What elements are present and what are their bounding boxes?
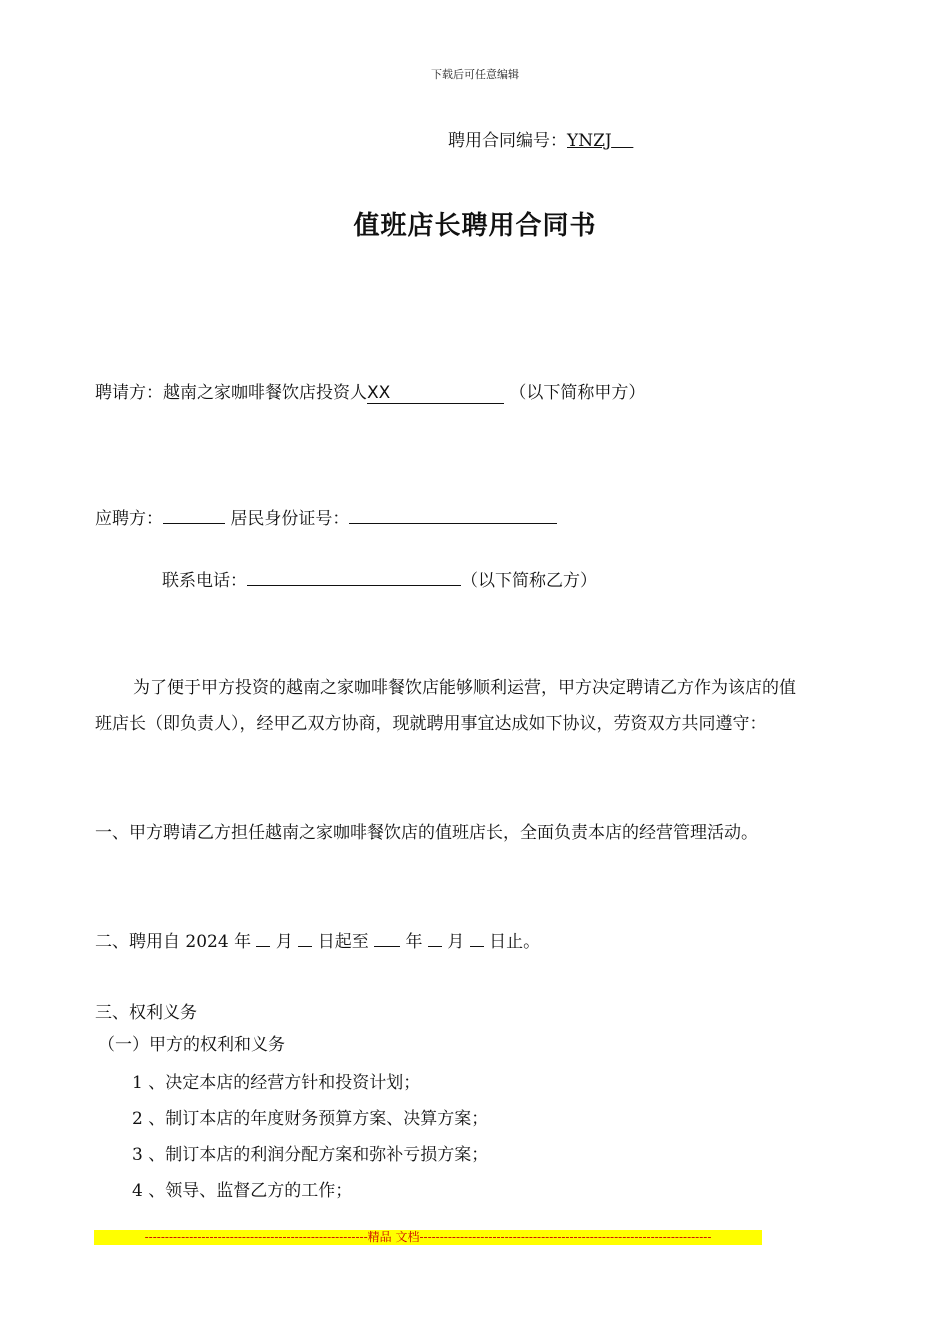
month-blank-2 (428, 931, 442, 947)
employee-suffix: （以下简称乙方） (461, 571, 597, 591)
employer-line (95, 378, 645, 404)
phone-line (162, 566, 597, 591)
employee-name-blank (163, 506, 225, 524)
list-item: 4 、领导、监督乙方的工作； (132, 1181, 353, 1201)
day-blank-1 (298, 931, 312, 947)
list-item: 3 、制订本店的利润分配方案和弥补亏损方案； (132, 1145, 489, 1165)
clause-3-sub: （一）甲方的权利和义务 (98, 1035, 285, 1055)
page-footer (94, 1230, 762, 1245)
footer-text: 精品 文档 (367, 1230, 420, 1244)
month-blank-1 (256, 931, 270, 947)
footer-dashes-right: ------------------------------------------------------------------------ (419, 1230, 712, 1244)
contract-number-blank (612, 131, 634, 151)
intro-paragraph: 为了便于甲方投资的越南之家咖啡餐饮店能够顺利运营，甲方决定聘请乙方作为该店的值班店长（即负责人），经甲乙双方协商，现就聘用事宜达成如下协议，劳资双方共同遵守： (95, 678, 796, 734)
id-number-label: 居民身份证号： (230, 509, 350, 529)
clause-1: 一、甲方聘请乙方担任越南之家咖啡餐饮店的值班店长，全面负责本店的经营管理活动。 (95, 823, 758, 843)
contract-number (448, 126, 633, 151)
employer-label: 聘请方：越南之家咖啡餐饮店投资人 (95, 383, 367, 403)
clause-2-end: 日止。 (489, 932, 541, 952)
list-item: 2 、制订本店的年度财务预算方案、决算方案； (132, 1109, 489, 1129)
page-header: 下载后可任意编辑 (431, 68, 519, 81)
day-blank-2 (470, 931, 484, 947)
contract-number-label: 聘用合同编号： (448, 131, 567, 151)
employee-line (95, 504, 557, 529)
clause-2-year2: 年 (405, 932, 423, 952)
contract-number-value: YNZJ (567, 131, 612, 151)
footer-dashes-left: ------------------------------------------------------- (144, 1230, 368, 1244)
clause-2-month: 月 (275, 932, 293, 952)
clause-2-prefix: 二、聘用自 2024 年 (95, 932, 252, 952)
clause-3: 三、权利义务 (95, 1003, 197, 1023)
document-title: 值班店长聘用合同书 (353, 211, 597, 241)
list-item: 1 、决定本店的经营方针和投资计划； (132, 1073, 421, 1093)
phone-label: 联系电话： (162, 571, 247, 591)
clause-2 (95, 924, 810, 960)
year-blank-2 (374, 931, 400, 947)
clause-2-month2: 月 (447, 932, 465, 952)
employer-name-field (367, 383, 504, 404)
employer-suffix: （以下简称甲方） (509, 383, 646, 403)
clause-2-day: 日起至 (317, 932, 369, 952)
employee-label: 应聘方： (95, 509, 163, 529)
employer-name: XX (367, 383, 391, 403)
id-number-blank (349, 506, 557, 524)
phone-blank (247, 568, 461, 586)
